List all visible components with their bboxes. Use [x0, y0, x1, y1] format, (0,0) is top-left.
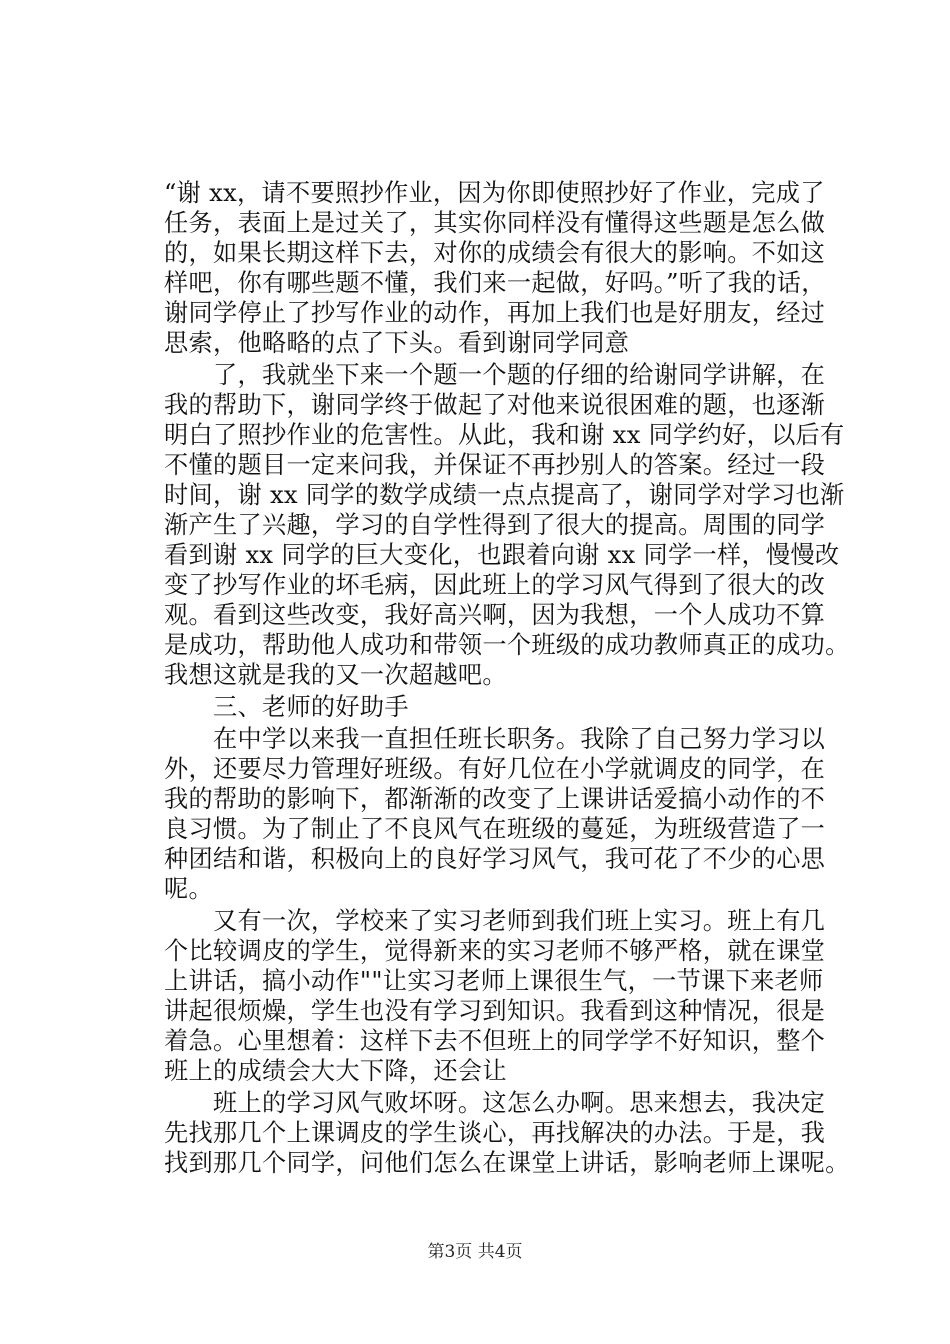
- text-line: 明白了照抄作业的危害性。从此，我和谢 xx 同学约好，以后有: [164, 421, 845, 449]
- text-line: 观。看到这些改变，我好高兴啊，因为我想，一个人成功不算: [164, 601, 826, 629]
- text-line: 任务，表面上是过关了，其实你同样没有懂得这些题是怎么做: [164, 209, 826, 237]
- text-line: 渐产生了兴趣，学习的自学性得到了很大的提高。周围的同学: [164, 511, 826, 539]
- text-line: 个比较调皮的学生，觉得新来的实习老师不够严格，就在课堂: [164, 937, 826, 965]
- text-line: 我想这就是我的又一次超越吧。: [164, 661, 507, 689]
- text-line: 着急。心里想着：这样下去不但班上的同学学不好知识，整个: [164, 1027, 826, 1055]
- text-line: 又有一次，学校来了实习老师到我们班上实习。班上有几: [164, 907, 826, 935]
- text-line: 我的帮助的影响下，都渐渐的改变了上课讲话爱搞小动作的不: [164, 785, 826, 813]
- text-line: 在中学以来我一直担任班长职务。我除了自己努力学习以: [164, 725, 826, 753]
- section-heading: 三、老师的好助手: [164, 693, 409, 721]
- text-line: 找到那几个同学，问他们怎么在课堂上讲话，影响老师上课呢。: [164, 1149, 850, 1177]
- text-line: 看到谢 xx 同学的巨大变化，也跟着向谢 xx 同学一样，慢慢改: [164, 541, 840, 569]
- text-line: “谢 xx，请不要照抄作业，因为你即使照抄好了作业，完成了: [164, 179, 825, 207]
- text-line: 呢。: [164, 875, 213, 903]
- text-line: 良习惯。为了制止了不良风气在班级的蔓延，为班级营造了一: [164, 815, 826, 843]
- text-line: 是成功，帮助他人成功和带领一个班级的成功教师真正的成功。: [164, 631, 850, 659]
- text-line: 讲起很烦燥，学生也没有学习到知识。我看到这种情况，很是: [164, 997, 826, 1025]
- text-line: 思索，他略略的点了下头。看到谢同学同意: [164, 329, 630, 357]
- text-line: 变了抄写作业的坏毛病，因此班上的学习风气得到了很大的改: [164, 571, 826, 599]
- text-line: 了，我就坐下来一个题一个题的仔细的给谢同学讲解，在: [164, 361, 826, 389]
- text-line: 不懂的题目一定来问我，并保证不再抄别人的答案。经过一段: [164, 451, 826, 479]
- text-line: 时间，谢 xx 同学的数学成绩一点点提高了，谢同学对学习也渐: [164, 481, 845, 509]
- text-line: 外，还要尽力管理好班级。有好几位在小学就调皮的同学，在: [164, 755, 826, 783]
- text-line: 样吧，你有哪些题不懂，我们来一起做，好吗。”听了我的话，: [164, 269, 826, 297]
- text-line: 谢同学停止了抄写作业的动作，再加上我们也是好朋友，经过: [164, 299, 826, 327]
- text-line: 上讲话，搞小动作""让实习老师上课很生气，一节课下来老师: [164, 967, 824, 995]
- text-line: 我的帮助下，谢同学终于做起了对他来说很困难的题，也逐渐: [164, 391, 826, 419]
- text-line: 种团结和谐，积极向上的良好学习风气，我可花了不少的心思: [164, 845, 826, 873]
- text-line: 班上的学习风气败坏呀。这怎么办啊。思来想去，我决定: [164, 1089, 826, 1117]
- page-footer: 第3页 共4页: [427, 1242, 523, 1262]
- text-line: 先找那几个上课调皮的学生谈心，再找解决的办法。于是，我: [164, 1119, 826, 1147]
- text-line: 的，如果长期这样下去，对你的成绩会有很大的影响。不如这: [164, 239, 826, 267]
- text-line: 班上的成绩会大大下降，还会让: [164, 1057, 507, 1085]
